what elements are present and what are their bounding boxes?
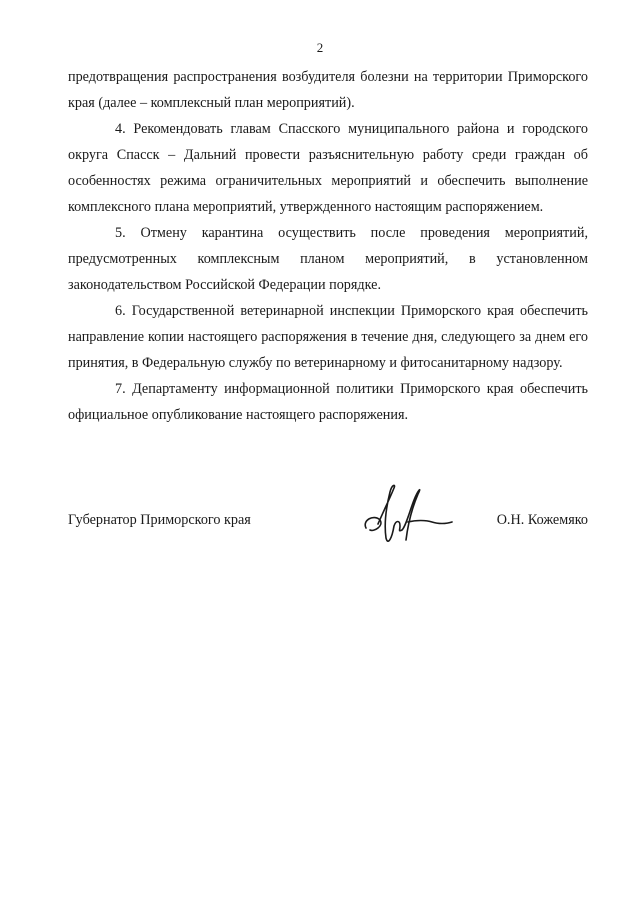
signature-block <box>68 480 588 550</box>
paragraph-item-5: 5. Отмену карантина осуществить после проведения мероприятий, предусмотренных комплексным планом мероприятий, в установленном законодательством Российской Федерации порядке. <box>68 225 588 293</box>
paragraph-continuation: предотвращения распространения возбудителя болезни на территории Приморского края (далее – комплексный план мероприятий). <box>68 69 588 111</box>
paragraph-item-7: 7. Департаменту информационной политики Приморского края обеспечить официальное опубликование настоящего распоряжения. <box>68 381 588 423</box>
handwritten-signature-icon <box>360 480 460 548</box>
paragraph-item-6: 6. Государственной ветеринарной инспекции Приморского края обеспечить направление копии настоящего распоряжения в течение дня, следующего за днем его принятия, в Федеральную службу по ветеринарному и фитосанитарному надзору. <box>68 303 588 371</box>
document-body <box>68 64 588 428</box>
paragraph-item-4: 4. Рекомендовать главам Спасского муниципального района и городского округа Спасск – Дальний провести разъяснительную работу среди граждан об особенностях режима ограничительных мероприятий и обеспечить выполнение комплексного плана мероприятий, утвержденного настоящим распоряжением. <box>68 121 588 215</box>
signatory-name: О.Н. Кожемяко <box>496 512 588 528</box>
page-number: 2 <box>316 40 324 55</box>
signatory-position: Губернатор Приморского края <box>68 512 251 528</box>
